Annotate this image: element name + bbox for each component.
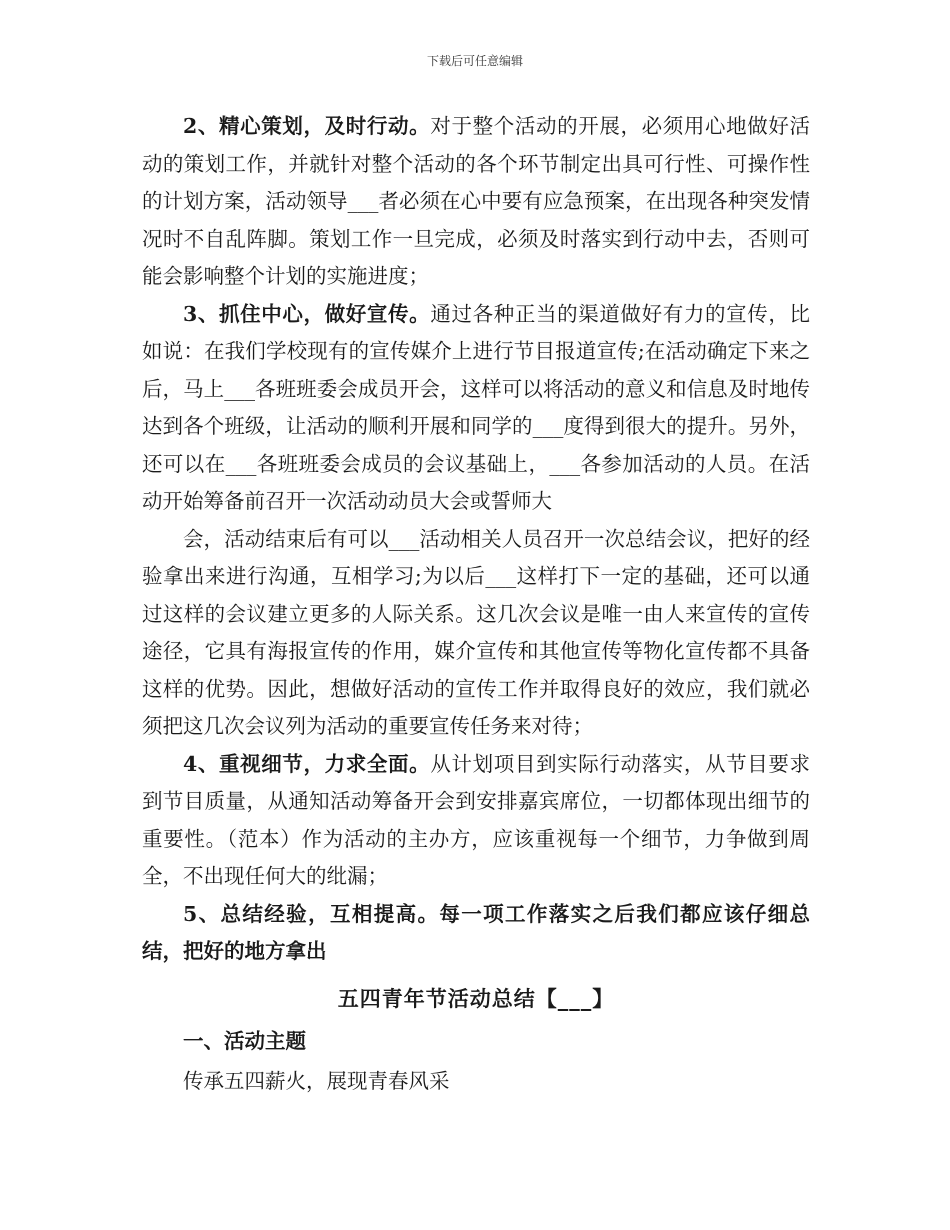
paragraph-lead: 2、精心策划，及时行动。 [183,114,431,138]
paragraph-details [142,746,810,896]
section-body-text: 传承五四薪火，展现青春风采 [183,1068,450,1093]
paragraph-lead: 5、总结经验，互相提高。每一项工作落实之后我们都应该仔细总结，把好的地方拿出 [142,901,810,963]
paragraph-text: 从计划项目到实际行动落实，从节目要求到节目质量，从通知活动筹备开会到安排嘉宾席位，一切都体现出细节的重要性。（范本）作为活动的主办方，应该重视每一个细节，力争做到周全，不出现任何大的纰漏； [142,751,811,888]
document-body [142,108,810,1101]
paragraph-publicity [142,296,810,521]
paragraph-text: 通过各种正当的渠道做好有力的宣传，比如说：在我们学校现有的宣传媒介上进行节目报道宣传;在活动确定下来之后，马上___各班班委会成员开会，这样可以将活动的意义和信息及时地传达到各个班级，让活动的顺利开展和同学的___度得到很大的提升。另外，还可以在___各班班委会成员的会议基础上，___各参加活动的人员。在活动开始筹备前召开一次活动动员大会或誓师大 [142,301,811,513]
paragraph-text: 会，活动结束后有可以___活动相关人员召开一次总结会议，把好的经验拿出来进行沟通，互相学习;为以后___这样打下一定的基础，还可以通过这样的会议建立更多的人际关系。这几次会议是唯一由人来宣传的宣传途径，它具有海报宣传的作用，媒介宣传和其他宣传等物化宣传都不具备这样的优势。因此，想做好活动的宣传工作并取得良好的效应，我们就必须把这几次会议列为活动的重要宣传任务来对待； [142,526,810,738]
section-title: 五四青年节活动总结【___】 [337,985,615,1011]
paragraph-text: 对于整个活动的开展，必须用心地做好活动的策划工作，并就针对整个活动的各个环节制定出具可行性、可操作性的计划方案，活动领导___者必须在心中要有应急预案，在出现各种突发情况时不自乱阵脚。策划工作一旦完成，必须及时落实到行动中去，否则可能会影响整个计划的实施进度； [142,114,811,288]
paragraph-publicity-continued [142,521,810,746]
paragraph-planning [142,108,810,296]
section-heading: 一、活动主题 [183,1028,306,1053]
paragraph-lead: 4、重视细节，力求全面。 [183,751,431,776]
page-header: 下载后可任意编辑 [426,54,523,68]
paragraph-lead: 3、抓住中心，做好宣传。 [183,301,431,326]
paragraph-summary [142,896,810,971]
